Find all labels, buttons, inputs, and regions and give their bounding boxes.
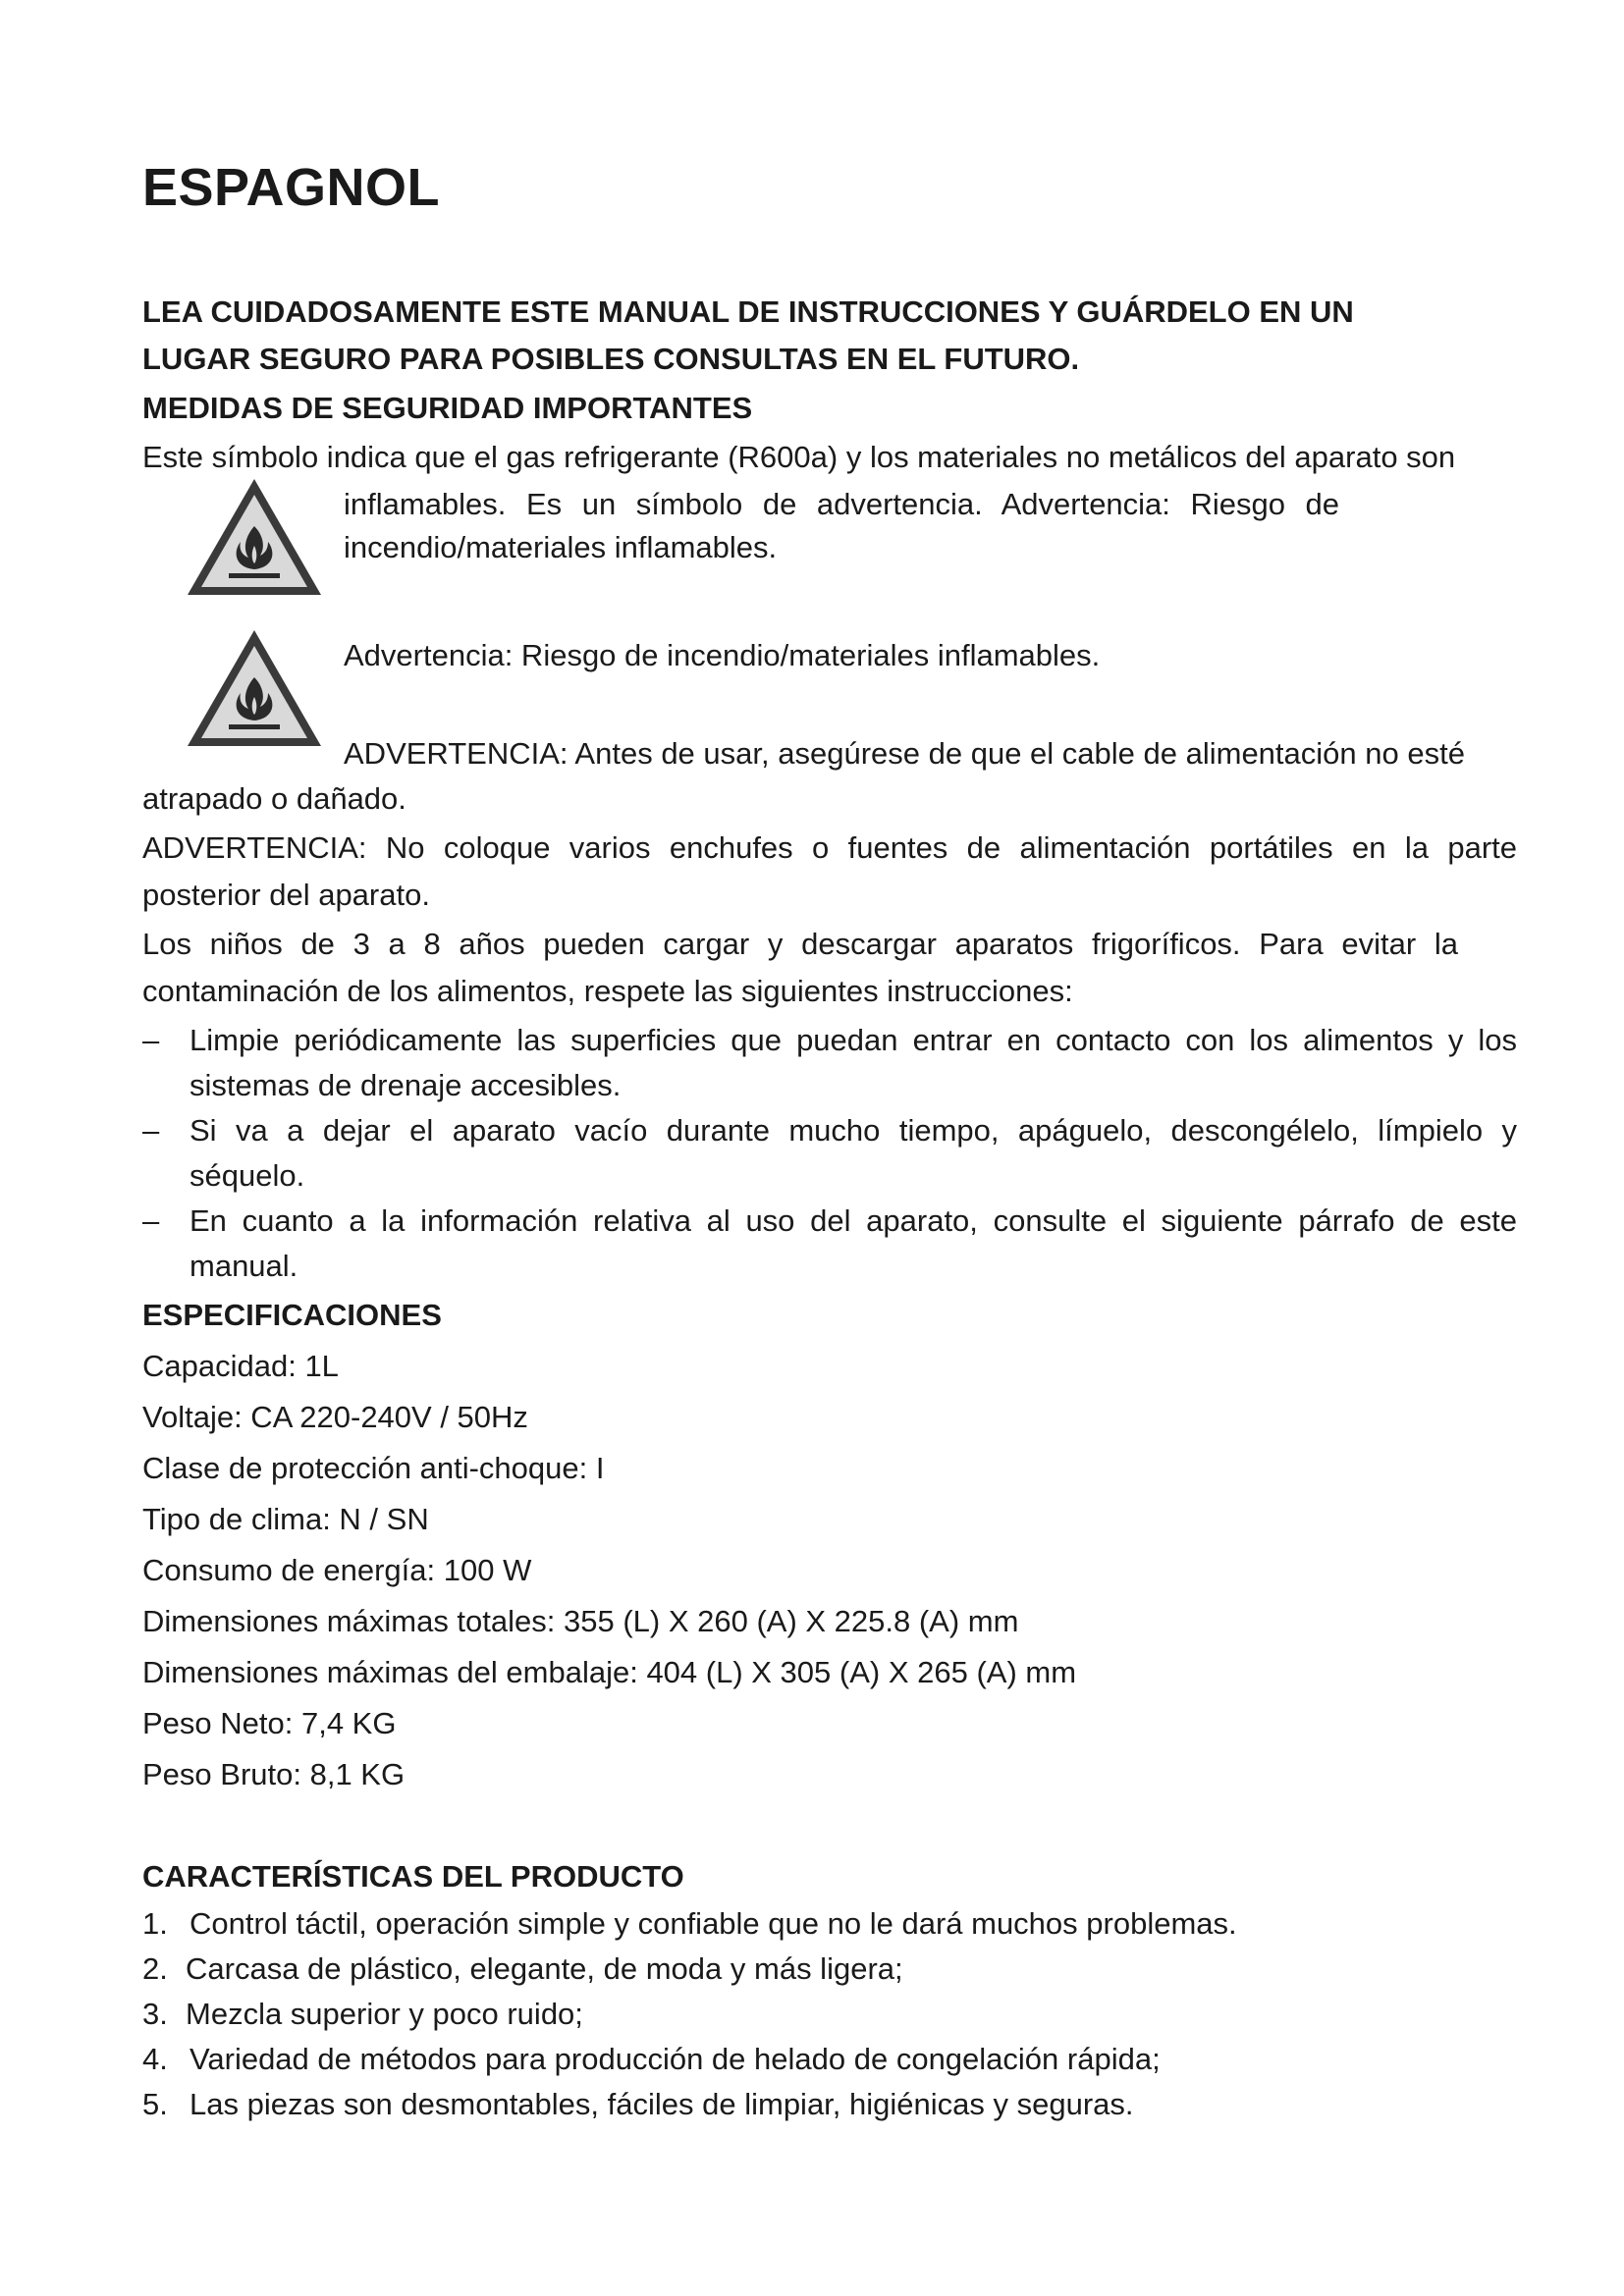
symbol-text-line-1: Este símbolo indica que el gas refrigerante (R600a) y los materiales no metálicos del aparato son [142,440,1456,474]
bullet-1-line-1: Limpie periódicamente las superficies que puedan entrar en contacto con los alimentos y los [189,1023,1517,1057]
feature-number: 2. [142,1951,168,1986]
feature-number: 5. [142,2087,168,2121]
flammable-warning-icon [184,626,325,750]
spec-item: Peso Neto: 7,4 KG [142,1706,397,1740]
bullet-2-line-2: séquelo. [189,1158,305,1193]
spec-item: Voltaje: CA 220-240V / 50Hz [142,1400,528,1434]
safety-heading: MEDIDAS DE SEGURIDAD IMPORTANTES [142,391,753,425]
feature-item: Variedad de métodos para producción de helado de congelación rápida; [189,2042,1161,2076]
spec-item: Capacidad: 1L [142,1349,339,1383]
symbol-text-line-3: incendio/materiales inflamables. [344,530,778,564]
feature-item: Carcasa de plástico, elegante, de moda y más ligera; [186,1951,903,1986]
specs-heading: ESPECIFICACIONES [142,1298,442,1332]
warning-fire-text: Advertencia: Riesgo de incendio/materiales inflamables. [344,638,1101,672]
bullet-dash: – [142,1023,160,1057]
bullet-3-line-2: manual. [189,1249,298,1283]
feature-item: Las piezas son desmontables, fáciles de limpiar, higiénicas y seguras. [189,2087,1134,2121]
spec-item: Clase de protección anti-choque: I [142,1451,605,1485]
warning-plugs-line-2: posterior del aparato. [142,878,430,912]
bullet-2-line-1: Si va a dejar el aparato vacío durante mucho tiempo, apáguelo, descongélelo, límpielo y [189,1113,1517,1148]
bullet-3-line-1: En cuanto a la información relativa al uso del aparato, consulte el siguiente párrafo de este [189,1203,1517,1238]
feature-number: 4. [142,2042,168,2076]
features-heading: CARACTERÍSTICAS DEL PRODUCTO [142,1859,684,1894]
feature-item: Control táctil, operación simple y confiable que no le dará muchos problemas. [189,1906,1237,1941]
bullet-1-line-2: sistemas de drenaje accesibles. [189,1068,622,1102]
spec-item: Dimensiones máximas totales: 355 (L) X 260 (A) X 225.8 (A) mm [142,1604,1019,1638]
page-title: ESPAGNOL [142,158,441,217]
bullet-dash: – [142,1203,160,1238]
bullet-dash: – [142,1113,160,1148]
spec-item: Tipo de clima: N / SN [142,1502,429,1536]
children-line-2: contaminación de los alimentos, respete las siguientes instrucciones: [142,974,1073,1008]
children-line-1: Los niños de 3 a 8 años pueden cargar y descargar aparatos frigoríficos. Para evitar la [142,927,1458,961]
spec-item: Peso Bruto: 8,1 KG [142,1757,406,1791]
warning-cable-line-1: ADVERTENCIA: Antes de usar, asegúrese de que el cable de alimentación no esté [344,736,1465,771]
feature-number: 1. [142,1906,168,1941]
intro-line-1: LEA CUIDADOSAMENTE ESTE MANUAL DE INSTRUCCIONES Y GUÁRDELO EN UN [142,294,1354,329]
spec-item: Consumo de energía: 100 W [142,1553,532,1587]
symbol-text-line-2: inflamables. Es un símbolo de advertencia. Advertencia: Riesgo de [344,487,1339,521]
intro-line-2: LUGAR SEGURO PARA POSIBLES CONSULTAS EN EL FUTURO. [142,342,1080,376]
warning-cable-line-2: atrapado o dañado. [142,781,406,816]
feature-number: 3. [142,1997,168,2031]
flammable-warning-icon [184,475,325,599]
warning-plugs-line-1: ADVERTENCIA: No coloque varios enchufes o fuentes de alimentación portátiles en la parte [142,830,1517,865]
feature-item: Mezcla superior y poco ruido; [186,1997,583,2031]
spec-item: Dimensiones máximas del embalaje: 404 (L) X 305 (A) X 265 (A) mm [142,1655,1077,1689]
